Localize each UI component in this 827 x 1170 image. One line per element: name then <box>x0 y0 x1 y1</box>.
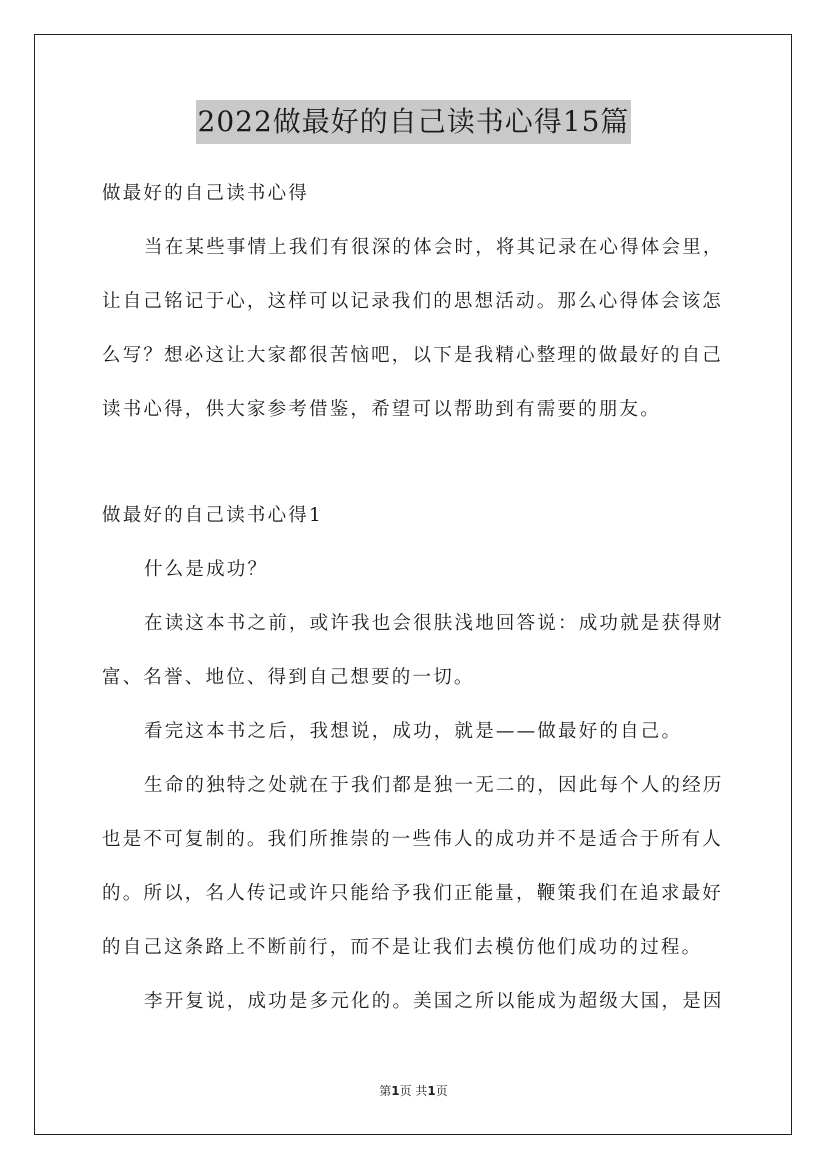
text-line: 也是不可复制的。我们所推崇的一些伟人的成功并不是适合于所有人 <box>102 829 724 850</box>
text-line: 在读这本书之前，或许我也会很肤浅地回答说：成功就是获得财 <box>144 613 724 634</box>
footer-suffix: 页 <box>435 1084 448 1098</box>
text-line: 当在某些事情上我们有很深的体会时，将其记录在心得体会里， <box>144 237 724 258</box>
text-line: 让自己铭记于心，这样可以记录我们的思想活动。那么心得体会该怎 <box>102 291 724 312</box>
text-line: 富、名誉、地位、得到自己想要的一切。 <box>102 667 475 688</box>
footer-page-total: 1 <box>427 1084 436 1098</box>
document-body <box>102 167 727 1029</box>
paragraph-gap <box>102 437 727 489</box>
text-line: 么写？想必这让大家都很苦恼吧，以下是我精心整理的做最好的自己 <box>102 345 724 366</box>
text-line: 李开复说，成功是多元化的。美国之所以能成为超级大国，是因 <box>144 991 724 1012</box>
text-line: 做最好的自己读书心得1 <box>102 505 323 526</box>
footer-mid: 页 共 <box>399 1084 428 1098</box>
footer-prefix: 第 <box>379 1084 392 1098</box>
text-line: 做最好的自己读书心得 <box>102 183 310 204</box>
footer-page-current: 1 <box>391 1084 400 1098</box>
document-title: 2022做最好的自己读书心得15篇 <box>196 100 632 144</box>
page-footer <box>0 1082 827 1099</box>
text-line: 读书心得，供大家参考借鉴，希望可以帮助到有需要的朋友。 <box>102 399 661 420</box>
text-line: 的。所以，名人传记或许只能给予我们正能量，鞭策我们在追求最好 <box>102 883 724 904</box>
text-line: 看完这本书之后，我想说，成功，就是——做最好的自己。 <box>144 721 683 742</box>
text-line: 什么是成功？ <box>144 559 269 580</box>
text-line: 的自己这条路上不断前行，而不是让我们去模仿他们成功的过程。 <box>102 937 703 958</box>
document-title-wrap <box>0 100 827 144</box>
text-line: 生命的独特之处就在于我们都是独一无二的，因此每个人的经历 <box>144 775 724 796</box>
